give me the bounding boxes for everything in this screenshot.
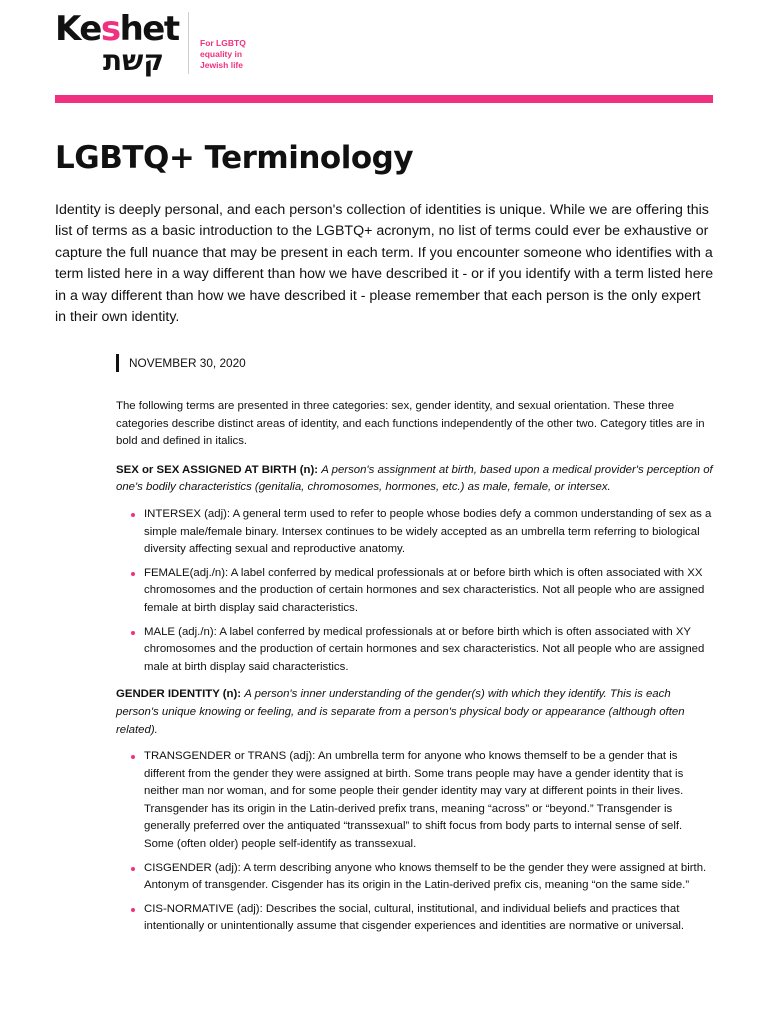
category-gender-identity bbox=[116, 686, 713, 739]
logo-divider bbox=[188, 12, 189, 74]
list-item: TRANSGENDER or TRANS (adj): An umbrella term for anyone who knows themself to be a gender that is different from the gender they were assigned at birth. Some trans people may have a gender identity that is neither man nor woman, and for some people their gender identity may vary at different points in their lives. Transgender has its origin in the Latin-derived prefix trans, meaning “across” or “beyond.” Transgender is generally preferred over the antiquated “transsexual” to shift focus from body parts to internal sense of self. Some (often older) people self-identify as transsexual. bbox=[144, 748, 713, 854]
site-header bbox=[55, 10, 715, 80]
term-list-sex bbox=[116, 506, 713, 676]
list-item: INTERSEX (adj): A general term used to refer to people whose bodies defy a common understanding of sex as a simple male/female binary. Intersex continues to be widely accepted as an umbrella term referring to biological diversity affecting sexual and reproductive anatomy. bbox=[144, 506, 713, 559]
bullet-icon bbox=[131, 867, 135, 871]
publish-date: NOVEMBER 30, 2020 bbox=[129, 356, 246, 370]
bullet-icon bbox=[131, 755, 135, 759]
list-item: FEMALE(adj./n): A label conferred by medical professionals at or before birth which is often associated with XX chromosomes and the production of certain hormones and sex characteristics. Not all people who are assigned female at birth display said characteristics. bbox=[144, 565, 713, 618]
list-item: MALE (adj./n): A label conferred by medical professionals at or before birth which is often associated with XY chromosomes and the production of certain hormones and sex characteristics. Not all people who are assigned male at birth display said characteristics. bbox=[144, 624, 713, 677]
bullet-icon bbox=[131, 572, 135, 576]
term-list-gender-identity bbox=[116, 748, 713, 936]
list-item: CISGENDER (adj): A term describing anyone who knows themself to be the gender they were assigned at birth. Antonym of transgender. Cisgender has its origin in the Latin-derived prefix cis, meaning “on the same side.” bbox=[144, 860, 713, 895]
bullet-icon bbox=[131, 631, 135, 635]
date-block bbox=[116, 354, 246, 372]
tagline: For LGBTQ equality in Jewish life bbox=[200, 38, 246, 70]
category-title: GENDER IDENTITY (n): bbox=[116, 688, 242, 701]
keshet-logo[interactable]: Keshet bbox=[55, 9, 179, 49]
category-sex bbox=[116, 462, 713, 497]
bullet-icon bbox=[131, 513, 135, 517]
category-definition: A person's assignment at birth, based upon a medical provider's perception of one's bodily characteristics (genitalia, chromosomes, hormones, etc.) as male, female, or intersex. bbox=[116, 463, 713, 494]
page-title: LGBTQ+ Terminology bbox=[55, 140, 414, 176]
keshet-logo-hebrew: קשת bbox=[103, 44, 164, 77]
article-body bbox=[116, 398, 713, 946]
intro-paragraph: Identity is deeply personal, and each person's collection of identities is unique. While we are offering this list of terms as a basic introduction to the LGBTQ+ acronym, no list of terms could ever be exhaustive or capture the full nuance that may be present in each term. If you encounter someone who identifies with a term listed here in a way different than how we have described it - or if you identify with a term listed here in a way different than how we have described it - please remember that each person is the only expert in their own identity. bbox=[55, 202, 714, 326]
lead-paragraph: The following terms are presented in three categories: sex, gender identity, and sexual orientation. These three categories describe distinct areas of identity, and each functions independently of the other two. Category titles are in bold and defined in italics. bbox=[116, 400, 705, 448]
accent-bar bbox=[55, 95, 713, 103]
category-title: SEX or SEX ASSIGNED AT BIRTH (n): bbox=[116, 463, 319, 476]
list-item: CIS-NORMATIVE (adj): Describes the social, cultural, institutional, and individual beliefs and practices that intentionally or unintentionally assume that cisgender experiences and identities are normative or universal. bbox=[144, 901, 713, 936]
bullet-icon bbox=[131, 908, 135, 912]
category-definition: A person's inner understanding of the gender(s) with which they identify. This is each person's unique knowing or feeling, and is separate from a person's physical body or appearance (although often related). bbox=[116, 688, 685, 736]
